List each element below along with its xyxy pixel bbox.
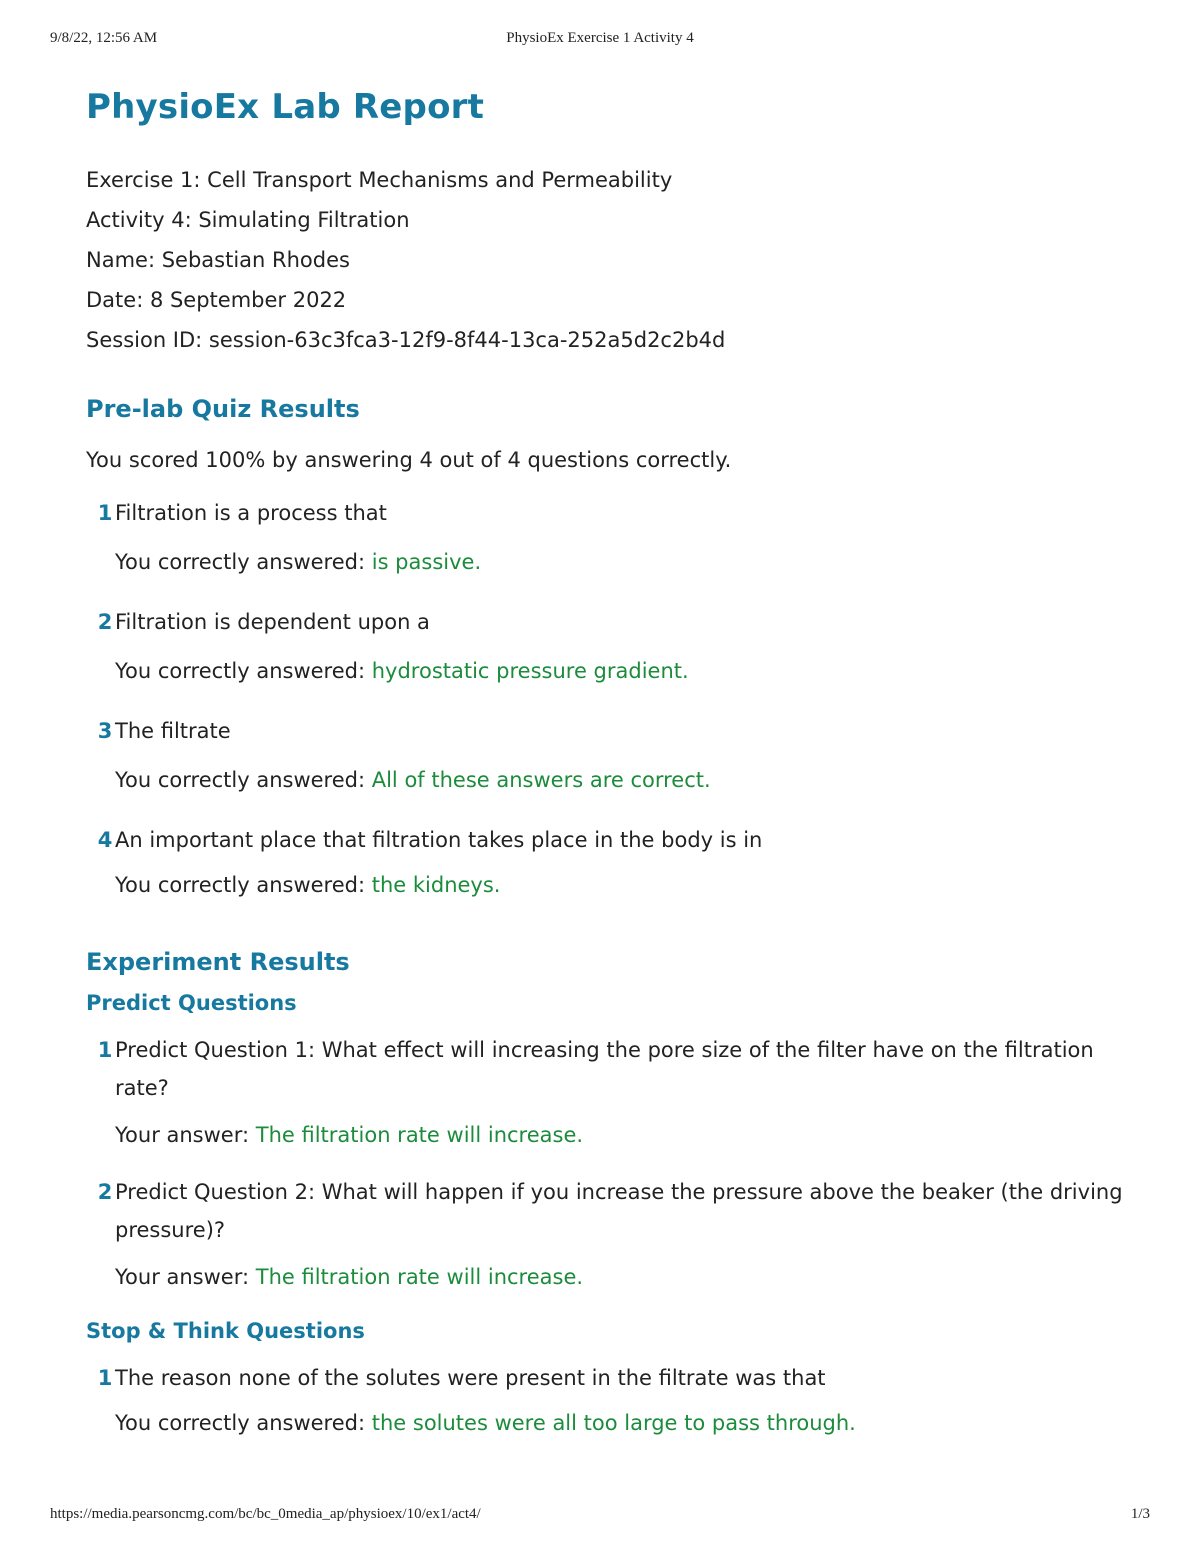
- meta-date: Date: 8 September 2022: [86, 288, 347, 312]
- question-text: The filtrate: [115, 719, 231, 743]
- predict-question: [86, 1173, 1146, 1291]
- answer-value: is passive.: [371, 550, 482, 574]
- answer-prefix: You correctly answered:: [115, 768, 372, 792]
- prelab-question: [86, 603, 1146, 685]
- answer-value: the solutes were all too large to pass through.: [371, 1411, 856, 1435]
- question-text: Filtration is a process that: [115, 501, 387, 525]
- question-number: 3: [97, 719, 113, 743]
- answer-value: the kidneys.: [371, 873, 501, 897]
- answer-prefix: You correctly answered:: [115, 873, 372, 897]
- prelab-heading: Pre-lab Quiz Results: [86, 395, 360, 423]
- question-text: Filtration is dependent upon a: [115, 610, 430, 634]
- answer-value: The filtration rate will increase.: [255, 1265, 584, 1289]
- predict-question: [86, 1031, 1146, 1149]
- answer-prefix: Your answer:: [115, 1123, 256, 1147]
- question-text: Predict Question 1: What effect will increasing the pore size of the filter have on the filtration rate?: [115, 1038, 1094, 1100]
- lab-report: [86, 86, 1146, 1437]
- meta-session-id: Session ID: session-63c3fca3-12f9-8f44-13ca-252a5d2c2b4d: [86, 328, 726, 352]
- answer-value: hydrostatic pressure gradient.: [371, 659, 689, 683]
- meta-activity: Activity 4: Simulating Filtration: [86, 208, 410, 232]
- question-number: 4: [97, 828, 113, 852]
- prelab-question: [86, 821, 1146, 899]
- question-number: 2: [97, 1180, 113, 1204]
- answer-prefix: You correctly answered:: [115, 659, 372, 683]
- answer-value: The filtration rate will increase.: [255, 1123, 584, 1147]
- print-datetime: 9/8/22, 12:56 AM: [50, 30, 158, 46]
- answer-value: All of these answers are correct.: [371, 768, 711, 792]
- stop-think-heading: Stop & Think Questions: [86, 1319, 365, 1343]
- print-page-number: 1/3: [1130, 1506, 1150, 1522]
- print-url: https://media.pearsoncmg.com/bc/bc_0media_ap/physioex/10/ex1/act4/: [50, 1506, 481, 1522]
- report-meta: [86, 160, 1146, 360]
- print-page-title: PhysioEx Exercise 1 Activity 4: [506, 30, 694, 46]
- question-number: 1: [97, 1366, 113, 1390]
- question-number: 1: [97, 1038, 113, 1062]
- prelab-question: [86, 494, 1146, 576]
- answer-prefix: You correctly answered:: [115, 550, 372, 574]
- predict-heading: Predict Questions: [86, 991, 297, 1015]
- question-number: 2: [97, 610, 113, 634]
- meta-exercise: Exercise 1: Cell Transport Mechanisms and Permeability: [86, 168, 673, 192]
- print-footer: [50, 1506, 1150, 1526]
- question-text: An important place that filtration takes place in the body is in: [115, 828, 763, 852]
- answer-prefix: You correctly answered:: [115, 1411, 372, 1435]
- question-text: Predict Question 2: What will happen if you increase the pressure above the beaker (the driving pressure)?: [115, 1180, 1123, 1242]
- prelab-score: You scored 100% by answering 4 out of 4 questions correctly.: [86, 448, 732, 472]
- stop-think-question: [86, 1359, 1146, 1437]
- question-text: The reason none of the solutes were present in the filtrate was that: [115, 1366, 826, 1390]
- experiment-heading: Experiment Results: [86, 948, 350, 976]
- print-header: [50, 30, 1150, 50]
- meta-name: Name: Sebastian Rhodes: [86, 248, 350, 272]
- prelab-question: [86, 712, 1146, 794]
- answer-prefix: Your answer:: [115, 1265, 256, 1289]
- report-title: PhysioEx Lab Report: [86, 87, 485, 127]
- question-number: 1: [97, 501, 113, 525]
